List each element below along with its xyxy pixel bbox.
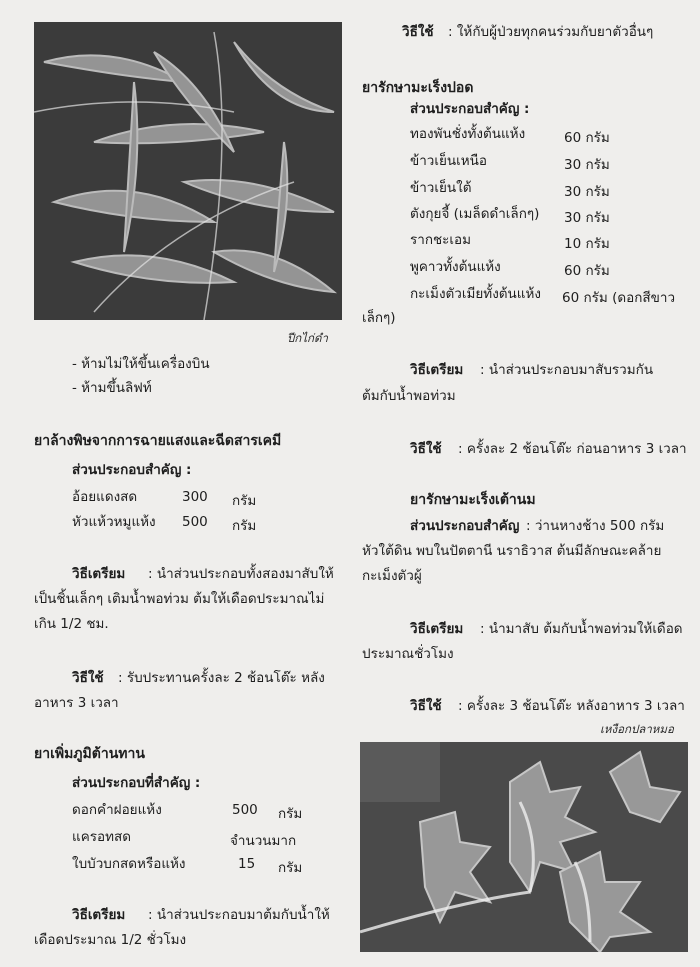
use-label: วิธีใช้ — [72, 670, 104, 686]
prep-text: เป็นชิ้นเล็กๆ เติมน้ำพอท่วม ต้มให้เดือดประมาณไม่ — [34, 591, 325, 607]
ingredient-name: หัวแห้วหมูแห้ง — [72, 514, 156, 530]
prep-label: วิธีเตรียม — [72, 907, 126, 923]
ingredient-name: ข้าวเย็นเหนือ — [410, 153, 487, 169]
ingredient-unit: กรัม — [278, 860, 303, 876]
prep-label: วิธีเตรียม — [410, 621, 464, 637]
prep-text: : นำส่วนประกอบทั้งสองมาสับให้ — [148, 566, 334, 582]
recipe-title-detox: ยาล้างพิษจากการฉายแสงและฉีดสารเคมี — [34, 433, 282, 449]
photo-caption-top: ปีกไก่ดำ — [287, 331, 328, 345]
ingredient-name: ทองพันชั่งทั้งต้นแห้ง — [410, 126, 526, 142]
prep-text: ประมาณชั่วโมง — [362, 646, 454, 662]
right-column — [352, 0, 700, 967]
use-label: วิธีใช้ — [410, 698, 442, 714]
ingredients-label: ส่วนประกอบสำคัญ — [410, 518, 520, 534]
ingredient-qty: 60 กรัม — [564, 130, 610, 146]
ingredient-unit: กรัม — [278, 806, 303, 822]
plant-photo-top — [34, 22, 342, 320]
ingredient-qty: 30 กรัม — [564, 184, 610, 200]
prep-label: วิธีเตรียม — [72, 566, 126, 582]
photo-caption-bottom: เหงือกปลาหมอ — [600, 722, 674, 736]
bullet-item: - ห้ามขึ้นลิฟท์ — [72, 380, 152, 396]
ingredient-qty: 500 — [232, 802, 258, 818]
ingredient-name: ใบบัวบกสดหรือแห้ง — [72, 856, 186, 872]
ingredient-unit: กรัม — [232, 518, 257, 534]
use-text: : ครั้งละ 2 ช้อนโต๊ะ ก่อนอาหาร 3 เวลา — [458, 441, 687, 457]
ingredients-label: ส่วนประกอบสำคัญ : — [410, 101, 530, 117]
use-text: อาหาร 3 เวลา — [34, 695, 119, 711]
prep-text: : นำส่วนประกอบมาสับรวมกัน — [480, 362, 654, 378]
prep-text: ต้มกับน้ำพอท่วม — [362, 388, 456, 404]
ingredient-qty: 10 กรัม — [564, 236, 610, 252]
ingredient-qty: 60 กรัม (ดอกสีขาว — [562, 290, 676, 306]
plant-photo-bottom — [360, 742, 688, 952]
use-label: วิธีใช้ — [402, 24, 434, 40]
ingredient-qty: 30 กรัม — [564, 210, 610, 226]
ingredients-text: กะเม็งตัวผู้ — [362, 568, 422, 584]
prep-label: วิธีเตรียม — [410, 362, 464, 378]
ingredient-name: ตังกุยจี้ (เมล็ดดำเล็กๆ) — [410, 206, 540, 222]
bullet-item: - ห้ามไม่ให้ขึ้นเครื่องบิน — [72, 356, 210, 372]
ingredient-qty: 300 — [182, 489, 208, 505]
ingredients-text: หัวใต้ดิน พบในปัตตานี นราธิวาส ต้นมีลักษณะคล้าย — [362, 543, 662, 559]
ingredients-text: : ว่านหางช้าง 500 กรัม — [526, 518, 665, 534]
ingredients-label: ส่วนประกอบสำคัญ : — [72, 462, 192, 478]
ingredient-name: แครอทสด — [72, 829, 131, 845]
recipe-title-breast-cancer: ยารักษามะเร็งเต้านม — [410, 492, 536, 508]
use-text: : รับประทานครั้งละ 2 ช้อนโต๊ะ หลัง — [118, 670, 325, 686]
ingredient-name: ดอกคำฝอยแห้ง — [72, 802, 162, 818]
ingredient-name: ข้าวเย็นใต้ — [410, 180, 472, 196]
ingredients-label: ส่วนประกอบที่สำคัญ : — [72, 775, 201, 791]
use-label: วิธีใช้ — [410, 441, 442, 457]
use-text: : ให้กับผู้ป่วยทุกคนร่วมกับยาตัวอื่นๆ — [448, 24, 654, 40]
use-text: : ครั้งละ 3 ช้อนโต๊ะ หลังอาหาร 3 เวลา — [458, 698, 685, 714]
prep-text: : นำมาสับ ต้มกับน้ำพอท่วมให้เดือด — [480, 621, 683, 637]
ingredient-name: กะเม็งตัวเมียทั้งต้นแห้ง — [410, 286, 541, 302]
ingredient-qty: 60 กรัม — [564, 263, 610, 279]
ingredient-name: อ้อยแดงสด — [72, 489, 138, 505]
ingredient-qty: 30 กรัม — [564, 157, 610, 173]
ingredient-qty: 500 — [182, 514, 208, 530]
ingredient-qty: 15 — [238, 856, 256, 872]
prep-text: : นำส่วนประกอบมาต้มกับน้ำให้ — [148, 907, 330, 923]
ingredient-note: เล็กๆ) — [362, 310, 396, 326]
recipe-title-lung-cancer: ยารักษามะเร็งปอด — [362, 80, 474, 96]
prep-text: เกิน 1/2 ชม. — [34, 616, 109, 632]
recipe-title-immunity: ยาเพิ่มภูมิต้านทาน — [34, 746, 145, 762]
ingredient-name: พูคาวทั้งต้นแห้ง — [410, 259, 501, 275]
ingredient-name: รากชะเอม — [410, 232, 472, 248]
prep-text: เดือดประมาณ 1/2 ชั่วโมง — [34, 932, 187, 948]
ingredient-qty: จำนวนมาก — [230, 833, 297, 849]
ingredient-unit: กรัม — [232, 493, 257, 509]
